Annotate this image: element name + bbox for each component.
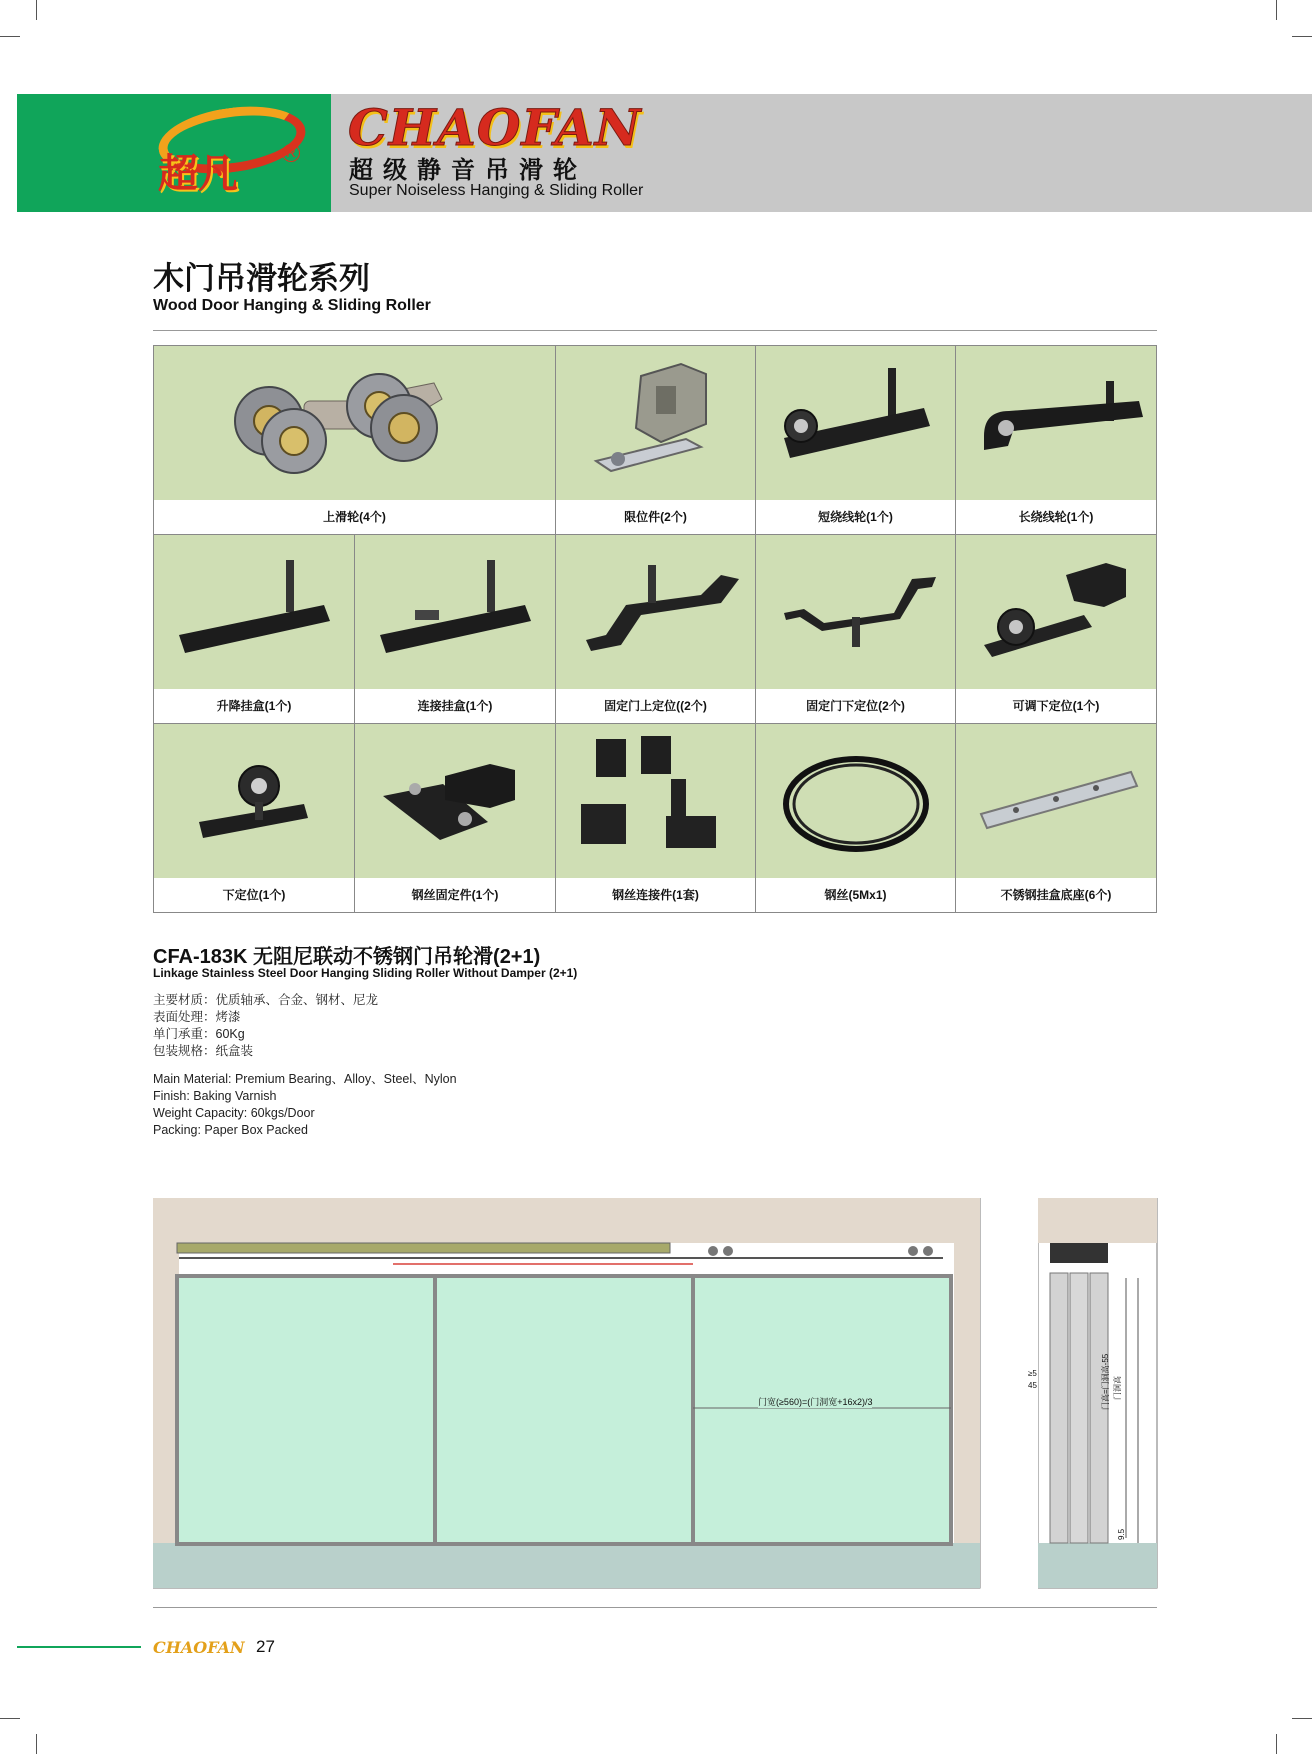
catalog-item: [555, 534, 755, 723]
wire-fixing-part-icon: [355, 724, 555, 878]
catalog-label: 连接挂盒(1个): [355, 689, 555, 723]
tagline-en: Super Noiseless Hanging & Sliding Roller: [349, 182, 644, 199]
tagline-cn: 超级静音吊滑轮: [349, 157, 587, 184]
catalog-label: 固定门上定位((2个): [556, 689, 755, 723]
catalog-item: [153, 723, 354, 913]
fixed-door-top-locator-icon: [556, 535, 755, 689]
gap-top-label: ≥5: [1028, 1369, 1037, 1378]
side-view-drawing: [1038, 1198, 1160, 1590]
catalog-label: 长绕线轮(1个): [956, 500, 1156, 534]
catalog-item: [955, 345, 1157, 534]
specs-cn: [153, 992, 378, 1060]
catalog-item: [153, 345, 555, 534]
catalog-label: 下定位(1个): [154, 878, 354, 913]
stainless-base-plate-icon: [956, 724, 1156, 878]
fixed-door-bottom-locator-icon: [756, 535, 955, 689]
door-panel: [693, 1276, 951, 1544]
logo-mark: 超凡: [158, 150, 238, 197]
catalog-item: [555, 345, 755, 534]
short-winding-wheel-icon: [756, 346, 955, 500]
catalog-item: [755, 534, 955, 723]
catalog-label: 钢丝(5Mx1): [756, 878, 955, 913]
catalog-item: [153, 534, 354, 723]
opening-note: 门洞高: [1113, 1376, 1122, 1400]
steel-wire-coil-icon: [756, 724, 955, 878]
catalog-row: [153, 723, 1157, 913]
crop-mark: [1292, 36, 1312, 37]
catalog-item: [354, 534, 555, 723]
spec-line: 单门承重：60Kg: [153, 1027, 245, 1041]
specs-en: [153, 1071, 457, 1139]
divider: [153, 1607, 1157, 1608]
catalog-item: [755, 723, 955, 913]
stopper-icon: [556, 346, 755, 500]
gap-bottom-label: 45: [1028, 1381, 1037, 1390]
product-title: CFA-183K 无阻尼联动不锈钢门吊轮滑(2+1): [153, 946, 541, 968]
connecting-hanger-box-icon: [355, 535, 555, 689]
catalog-label: 固定门下定位(2个): [756, 689, 955, 723]
crop-mark: [1276, 1734, 1277, 1754]
floor: [153, 1543, 980, 1588]
catalog-label: 升降挂盒(1个): [154, 689, 354, 723]
brand-name: CHAOFAN: [348, 98, 642, 157]
crop-mark: [36, 0, 37, 20]
spec-line: 表面处理：烤漆: [153, 1010, 241, 1024]
footer-accent-line: [17, 1646, 141, 1648]
width-note: 门宽(≥560)=(门洞宽+16x2)/3: [758, 1397, 873, 1407]
crop-mark: [0, 1718, 20, 1719]
lift-hanger-box-icon: [154, 535, 354, 689]
spec-line: Main Material: Premium Bearing、Alloy、Steel、Nylon: [153, 1072, 457, 1086]
page-number: 27: [256, 1637, 275, 1656]
door-panel: [435, 1276, 693, 1544]
crop-mark: [1292, 1718, 1312, 1719]
catalog-label: 短绕线轮(1个): [756, 500, 955, 534]
spec-line: 主要材质：优质轴承、合金、钢材、尼龙: [153, 993, 379, 1007]
catalog-label: 不锈钢挂盒底座(6个): [956, 878, 1156, 913]
catalog-item: [955, 534, 1157, 723]
adjustable-bottom-locator-icon: [956, 535, 1156, 689]
crop-mark: [1276, 0, 1277, 20]
spec-line: 包装规格：纸盒装: [153, 1044, 254, 1058]
product-subtitle: Linkage Stainless Steel Door Hanging Sliding Roller Without Damper (2+1): [153, 966, 578, 980]
long-winding-wheel-icon: [956, 346, 1156, 500]
section-title-en: Wood Door Hanging & Sliding Roller: [153, 297, 431, 314]
crop-mark: [0, 36, 20, 37]
bottom-guide-icon: [154, 724, 354, 878]
registered-mark-icon: R: [282, 144, 300, 162]
spec-line: Weight Capacity: 60kgs/Door: [153, 1106, 315, 1120]
catalog-row: [153, 345, 1157, 534]
catalog-label: 可调下定位(1个): [956, 689, 1156, 723]
catalog-label: 钢丝连接件(1套): [556, 878, 755, 913]
catalog-label: 钢丝固定件(1个): [355, 878, 555, 913]
parts-catalog: [153, 345, 1157, 913]
catalog-label: 限位件(2个): [556, 500, 755, 534]
catalog-item: [555, 723, 755, 913]
wall-header: [153, 1198, 980, 1243]
crop-mark: [36, 1734, 37, 1754]
section-title-cn: 木门吊滑轮系列: [153, 261, 370, 296]
twin-roller-icon: [154, 346, 555, 500]
bottom-gap-label: 9.5: [1117, 1528, 1126, 1540]
spec-line: Packing: Paper Box Packed: [153, 1123, 308, 1137]
spec-line: Finish: Baking Varnish: [153, 1089, 277, 1103]
catalog-item: [354, 723, 555, 913]
divider: [153, 330, 1157, 331]
height-note: 门高=门洞高-55: [1101, 1353, 1110, 1410]
catalog-item: [755, 345, 955, 534]
catalog-item: [955, 723, 1157, 913]
front-view-drawing: [153, 1198, 983, 1590]
top-track: [177, 1243, 670, 1253]
footer-brand: CHAOFAN: [153, 1638, 245, 1657]
wire-connector-icon: [556, 724, 755, 878]
door-panel: [177, 1276, 435, 1544]
catalog-label: 上滑轮(4个): [154, 500, 555, 534]
catalog-row: [153, 534, 1157, 723]
